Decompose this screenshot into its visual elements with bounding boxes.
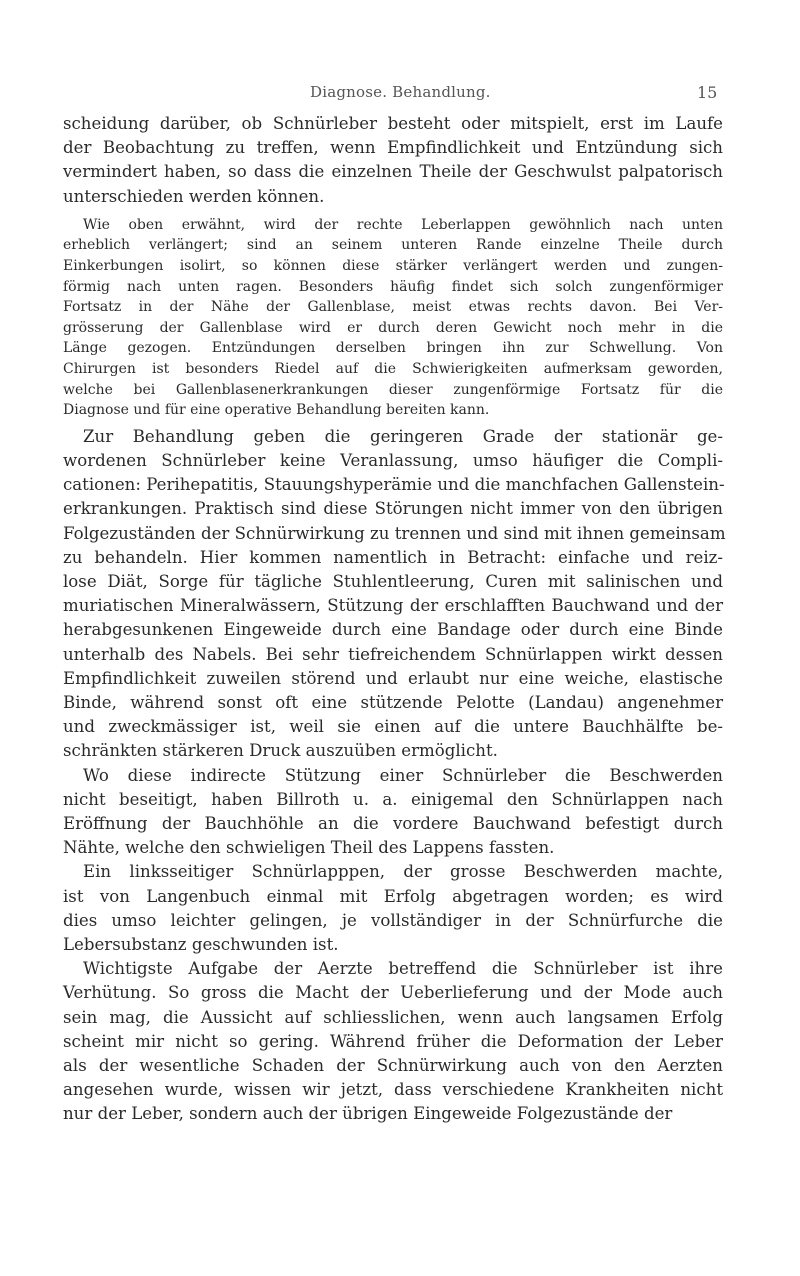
text-line: unterschieden werden können. bbox=[63, 186, 325, 206]
text-line: lose Diät, Sorge für tägliche Stuhlentleerung, Curen mit salinischen und bbox=[63, 571, 723, 591]
text-line: cationen: Perihepatitis, Stauungshyperämie und die manchfachen Gallenstein- bbox=[63, 475, 725, 495]
text-line: Wichtigste Aufgabe der Aerzte betreffend die Schnürleber ist ihre bbox=[83, 959, 723, 979]
text-line: Lebersubstanz geschwunden ist. bbox=[63, 935, 339, 955]
text-line: Chirurgen ist besonders Riedel auf die Schwierigkeiten aufmerksam geworden, bbox=[63, 360, 723, 377]
text-line: Einkerbungen isolirt, so können diese stärker verlängert werden und zungen- bbox=[63, 258, 723, 274]
text-line: zu behandeln. Hier kommen namentlich in Betracht: einfache und reiz- bbox=[63, 547, 723, 567]
text-line: Binde, während sonst oft eine stützende Pelotte (Landau) angenehmer bbox=[63, 692, 723, 712]
text-line: angesehen wurde, wissen wir jetzt, dass verschiedene Krankheiten nicht bbox=[63, 1080, 723, 1100]
text-line: Länge gezogen. Entzündungen derselben bringen ihn zur Schwellung. Von bbox=[63, 340, 723, 357]
text-line: scheidung darüber, ob Schnürleber besteht oder mitspielt, erst im Laufe bbox=[63, 114, 723, 133]
text-line: scheint mir nicht so gering. Während früher die Deformation der Leber bbox=[63, 1031, 723, 1051]
paragraph bbox=[63, 860, 723, 957]
text-line: Wo diese indirecte Stützung einer Schnürleber die Beschwerden bbox=[83, 765, 723, 785]
text-line: Eröffnung der Bauchhöhle an die vordere Bauchwand befestigt durch bbox=[63, 814, 723, 833]
paragraph bbox=[63, 957, 723, 1126]
text-line: herabgesunkenen Eingeweide durch eine Bandage oder durch eine Binde bbox=[63, 620, 723, 640]
text-line: Wie oben erwähnt, wird der rechte Leberlappen gewöhnlich nach unten bbox=[83, 216, 723, 233]
text-line: Diagnose und für eine operative Behandlung bereiten kann. bbox=[63, 402, 490, 419]
text-line: nur der Leber, sondern auch der übrigen Eingeweide Folgezustände der bbox=[63, 1104, 673, 1124]
text-line: der Beobachtung zu treffen, wenn Empfindlichkeit und Entzündung sich bbox=[63, 138, 723, 158]
text-line: unterhalb des Nabels. Bei sehr tiefreichendem Schnürlappen wirkt dessen bbox=[63, 644, 723, 664]
text-line: nicht beseitigt, haben Billroth u. a. einigemal den Schnürlappen nach bbox=[63, 789, 723, 809]
text-line: Fortsatz in der Nähe der Gallenblase, meist etwas rechts davon. Bei Ver- bbox=[63, 299, 723, 316]
text-line: dies umso leichter gelingen, je vollständiger in der Schnürfurche die bbox=[63, 910, 723, 930]
text-line: erheblich verlängert; sind an seinem unteren Rande einzelne Theile durch bbox=[63, 237, 723, 254]
text-line: Folgezuständen der Schnürwirkung zu trennen und sind mit ihnen gemeinsam bbox=[63, 523, 726, 543]
text-line: sein mag, die Aussicht auf schliesslichen, wenn auch langsamen Erfolg bbox=[63, 1007, 723, 1027]
page-number: 15 bbox=[697, 83, 718, 102]
running-head bbox=[0, 83, 800, 105]
paragraph bbox=[63, 764, 723, 861]
note-paragraph bbox=[63, 215, 723, 421]
text-line: Empfindlichkeit zuweilen störend und erlaubt nur eine weiche, elastische bbox=[63, 668, 723, 688]
paragraph bbox=[63, 425, 726, 764]
text-line: vermindert haben, so dass die einzelnen Theile der Geschwulst palpatorisch bbox=[63, 162, 723, 182]
text-line: Zur Behandlung geben die geringeren Grade der stationär ge- bbox=[83, 426, 723, 446]
text-line: grösserung der Gallenblase wird er durch deren Gewicht noch mehr in die bbox=[63, 319, 723, 336]
text-line: schränkten stärkeren Druck auszuüben ermöglicht. bbox=[63, 741, 498, 761]
text-line: und zweckmässiger ist, weil sie einen auf die untere Bauchhälfte be- bbox=[63, 717, 723, 737]
text-line: muriatischen Mineralwässern, Stützung der erschlafften Bauchwand und der bbox=[63, 596, 723, 616]
text-line: als der wesentliche Schaden der Schnürwirkung auch von den Aerzten bbox=[63, 1056, 723, 1076]
text-line: Ein linksseitiger Schnürlapppen, der grosse Beschwerden machte, bbox=[83, 862, 723, 882]
text-line: ist von Langenbuch einmal mit Erfolg abgetragen worden; es wird bbox=[63, 886, 723, 906]
text-line: Verhütung. So gross die Macht der Ueberlieferung und der Mode auch bbox=[63, 983, 723, 1003]
text-line: welche bei Gallenblasenerkrankungen dieser zungenförmige Fortsatz für die bbox=[63, 381, 723, 398]
text-line: wordenen Schnürleber keine Veranlassung, umso häufiger die Compli- bbox=[63, 450, 723, 470]
text-line: förmig nach unten ragen. Besonders häufig findet sich solch zungenförmiger bbox=[63, 278, 723, 295]
paragraph bbox=[63, 112, 723, 209]
body-text bbox=[63, 112, 726, 1127]
running-title: Diagnose. Behandlung. bbox=[310, 83, 491, 101]
text-line: erkrankungen. Praktisch sind diese Störungen nicht immer von den übrigen bbox=[63, 499, 723, 519]
text-line: Nähte, welche den schwieligen Theil des Lappens fassten. bbox=[63, 838, 555, 858]
